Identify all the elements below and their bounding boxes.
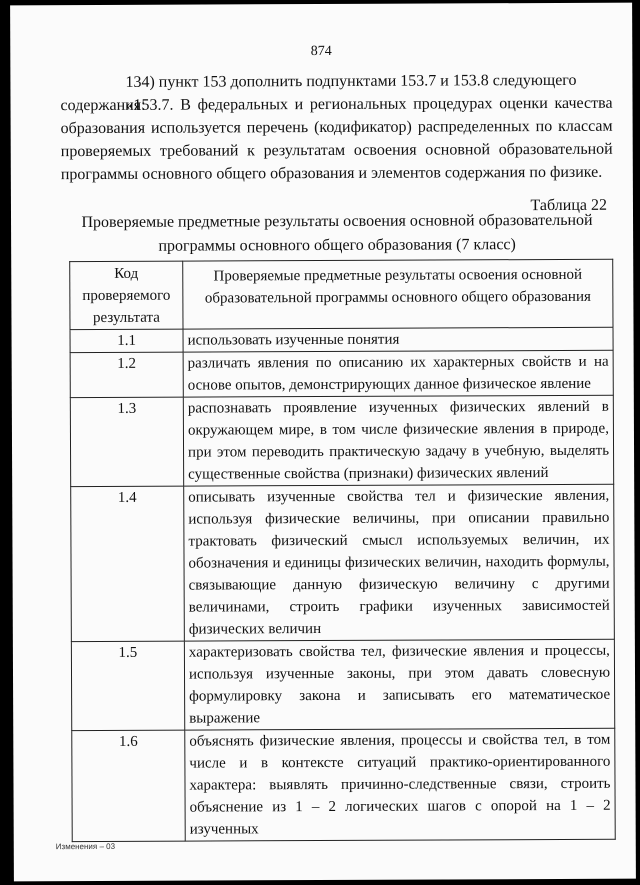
header-code: Код проверяемого результата	[70, 261, 183, 329]
row-code: 1.3	[70, 397, 183, 486]
document-page	[10, 3, 636, 882]
footer-revision: Изменения – 03	[55, 841, 116, 852]
table-row	[71, 484, 615, 641]
row-code: 1.6	[72, 730, 185, 841]
row-code: 1.4	[71, 486, 185, 641]
table-row	[70, 327, 613, 352]
table-row	[70, 395, 613, 486]
table-row	[71, 639, 614, 730]
row-description: различать явления по описанию их характерных свойств и на основе опытов, демонстрирующих данное физическое явление	[183, 350, 613, 397]
row-description: характеризовать свойства тел, физические явления и процессы, используя изученные законы, при этом давать словесную формулировку закона и записывать его математическое выражение	[184, 639, 614, 730]
paragraph-153-7: «153.7. В федеральных и региональных процедурах оценки качества образования используется перечень (кодификатор) распределенных по классам проверяемых требований к результатам освоения основной образовательной программы основного общего образования и элементов содержания по физике.	[60, 94, 613, 184]
row-description: распознавать проявление изученных физических явлений в окружающем мире, в том числе физические явления в природе, при этом переводить практическую задачу в учебную, выделять существенные свойства (признаки) физических явлений	[183, 395, 613, 486]
row-description: описывать изученные свойства тел и физические явления, используя физические величины, при описании правильно трактовать физический смысл используемых величин, их обозначения и единицы физических величин, находить формулы, связывающие данную физическую величину с другими величинами, строить графики изученных зависимостей физических величин	[184, 484, 615, 641]
row-code: 1.1	[70, 329, 183, 352]
table-row	[72, 728, 615, 841]
header-description: Проверяемые предметные результаты освоения основной образовательной программы основного общего образования	[183, 259, 613, 329]
row-code: 1.5	[71, 641, 184, 730]
page-number: 874	[310, 43, 332, 60]
table-title: Проверяемые предметные результаты освоения основной образовательной программы основного общего образования (7 класс)	[81, 211, 593, 255]
row-code: 1.2	[70, 352, 183, 397]
table-row	[70, 350, 613, 397]
table-label: Таблица 22	[530, 196, 608, 215]
row-description: объяснять физические явления, процессы и свойства тел, в том числе и в контексте ситуаций практико-ориентированного характера: выявлять причинно-следственные связи, строить объяснение из 1 – 2 логических шагов с опорой на 1 – 2 изученных	[185, 728, 615, 841]
paragraph-amendment: 134) пункт 153 дополнить подпунктами 153.7 и 153.8 следующего содержания:	[60, 71, 577, 115]
table-header-row	[70, 259, 613, 329]
row-description: использовать изученные понятия	[183, 327, 613, 352]
results-table	[69, 259, 616, 842]
